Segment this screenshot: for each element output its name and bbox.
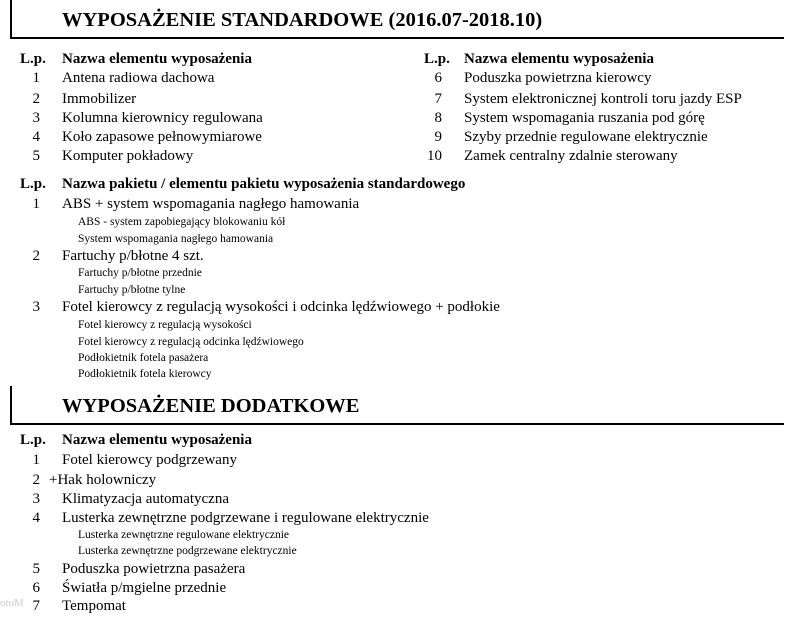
std-item-number: 7 xyxy=(434,91,442,107)
add-item-number: 3 xyxy=(32,491,40,507)
std-item-name: Kolumna kierownicy regulowana xyxy=(62,110,263,126)
add-item-name: Fotel kierowcy podgrzewany xyxy=(62,452,237,468)
package-name: ABS + system wspomagania nagłego hamowania xyxy=(62,196,360,212)
std-item-name: Szyby przednie regulowane elektrycznie xyxy=(464,129,708,145)
name-header-left: Nazwa elementu wyposażenia xyxy=(62,51,252,67)
standard-section-title: WYPOSAŻENIE STANDARDOWE (2016.07-2018.10) xyxy=(62,9,543,31)
std-item-number: 3 xyxy=(32,110,40,126)
package-sub-item: Podłokietnik fotela pasażera xyxy=(78,352,209,364)
packages-header: Nazwa pakietu / elementu pakietu wyposażenia standardowego xyxy=(62,176,466,192)
package-sub-item: Fotel kierowcy z regulacją odcinka lędźwiowego xyxy=(78,336,304,348)
package-sub-item: Podłokietnik fotela kierowcy xyxy=(78,368,212,380)
package-number: 1 xyxy=(32,196,40,212)
std-item-name: Poduszka powietrzna kierowcy xyxy=(464,70,652,86)
name-header-additional: Nazwa elementu wyposażenia xyxy=(62,432,252,448)
package-sub-item: System wspomagania nagłego hamowania xyxy=(78,233,274,245)
std-item-name: System wspomagania ruszania pod górę xyxy=(464,110,705,126)
package-number: 2 xyxy=(32,248,40,264)
package-sub-item: ABS - system zapobiegający blokowaniu kół xyxy=(78,216,286,228)
package-sub-item: Fartuchy p/błotne tylne xyxy=(78,284,186,296)
std-item-number: 2 xyxy=(32,91,40,107)
std-item-name: Zamek centralny zdalnie sterowany xyxy=(464,148,678,164)
std-item-name: Koło zapasowe pełnowymiarowe xyxy=(62,129,262,145)
add-item-number: 6 xyxy=(32,580,40,596)
lp-header-right: L.p. xyxy=(424,51,450,67)
package-sub-item: Fotel kierowcy z regulacją wysokości xyxy=(78,319,252,331)
lp-header-left: L.p. xyxy=(20,51,46,67)
watermark-text: otoM xyxy=(0,597,24,609)
std-item-number: 1 xyxy=(32,70,40,86)
std-item-number: 8 xyxy=(434,110,442,126)
std-item-name: Antena radiowa dachowa xyxy=(62,70,215,86)
add-item-name: Tempomat xyxy=(62,598,126,614)
name-header-right: Nazwa elementu wyposażenia xyxy=(464,51,654,67)
additional-section-title: WYPOSAŻENIE DODATKOWE xyxy=(62,395,360,417)
std-item-name: Komputer pokładowy xyxy=(62,148,194,164)
add-item-name: Klimatyzacja automatyczna xyxy=(62,491,229,507)
std-item-number: 6 xyxy=(434,70,442,86)
add-item-name: Lusterka zewnętrzne podgrzewane i regulowane elektrycznie xyxy=(62,510,429,526)
std-item-name: System elektronicznej kontroli toru jazdy ESP xyxy=(464,91,742,107)
add-item-name: Światła p/mgielne przednie xyxy=(62,580,227,596)
add-sub-item: Lusterka zewnętrzne regulowane elektrycznie xyxy=(78,529,290,541)
package-name: Fotel kierowcy z regulacją wysokości i odcinka lędźwiowego + podłokie xyxy=(62,299,500,315)
add-item-name: +Hak holowniczy xyxy=(49,472,157,488)
add-item-number: 4 xyxy=(32,510,40,526)
add-item-number: 5 xyxy=(32,561,40,577)
add-sub-item: Lusterka zewnętrzne podgrzewane elektrycznie xyxy=(78,545,297,557)
std-item-number: 5 xyxy=(32,148,40,164)
std-item-number: 4 xyxy=(32,129,40,145)
package-number: 3 xyxy=(32,299,40,315)
add-item-number: 1 xyxy=(32,452,40,468)
std-item-number: 9 xyxy=(434,129,442,145)
add-item-number: 2 xyxy=(32,472,40,488)
package-sub-item: Fartuchy p/błotne przednie xyxy=(78,267,202,279)
add-item-number: 7 xyxy=(32,598,40,614)
add-item-name: Poduszka powietrzna pasażera xyxy=(62,561,246,577)
lp-header-additional: L.p. xyxy=(20,432,46,448)
std-item-name: Immobilizer xyxy=(62,91,137,107)
std-item-number: 10 xyxy=(427,148,442,164)
lp-header-packages: L.p. xyxy=(20,176,46,192)
package-name: Fartuchy p/błotne 4 szt. xyxy=(62,248,204,264)
